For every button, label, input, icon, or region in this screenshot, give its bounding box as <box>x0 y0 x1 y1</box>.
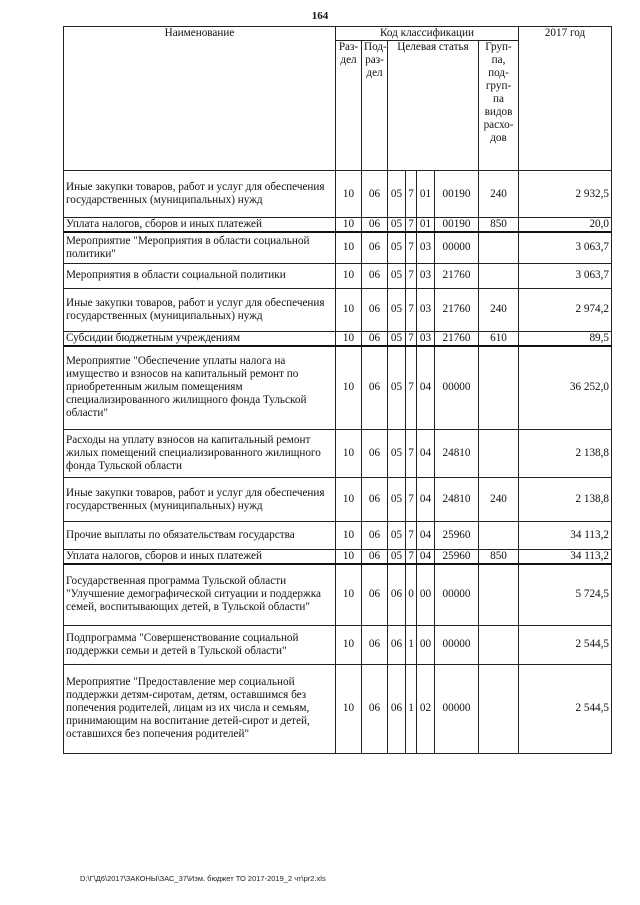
cell-c2: 7 <box>406 430 417 478</box>
cell-podrazdel: 06 <box>362 263 388 288</box>
cell-c1: 05 <box>388 346 406 430</box>
cell-razdel: 10 <box>336 430 362 478</box>
cell-c3: 03 <box>417 288 435 331</box>
cell-c2: 7 <box>406 331 417 346</box>
header-podrazdel: Под- раз- дел <box>362 41 388 171</box>
cell-vid: 240 <box>479 288 519 331</box>
cell-podrazdel: 06 <box>362 232 388 263</box>
cell-c4: 24810 <box>435 478 479 522</box>
table-row <box>64 171 612 218</box>
cell-c2: 7 <box>406 346 417 430</box>
table-row <box>64 550 612 565</box>
cell-c3: 04 <box>417 522 435 550</box>
cell-razdel: 10 <box>336 288 362 331</box>
cell-c2: 7 <box>406 550 417 565</box>
cell-name: Государственная программа Тульской области "Улучшение демографической ситуации и поддержка семей, воспитывающих детей, в Тульской области" <box>64 564 336 625</box>
cell-c4: 21760 <box>435 288 479 331</box>
cell-c2: 7 <box>406 232 417 263</box>
header-year: 2017 год <box>519 27 612 171</box>
cell-podrazdel: 06 <box>362 625 388 664</box>
cell-razdel: 10 <box>336 346 362 430</box>
cell-amount: 20,0 <box>519 218 612 233</box>
cell-vid <box>479 625 519 664</box>
cell-razdel: 10 <box>336 550 362 565</box>
cell-name: Уплата налогов, сборов и иных платежей <box>64 218 336 233</box>
cell-c3: 02 <box>417 664 435 753</box>
table-row <box>64 232 612 263</box>
cell-amount: 36 252,0 <box>519 346 612 430</box>
cell-amount: 2 974,2 <box>519 288 612 331</box>
cell-c3: 04 <box>417 346 435 430</box>
cell-podrazdel: 06 <box>362 564 388 625</box>
cell-c3: 04 <box>417 478 435 522</box>
cell-vid: 240 <box>479 171 519 218</box>
cell-c3: 03 <box>417 331 435 346</box>
cell-vid: 850 <box>479 550 519 565</box>
cell-c2: 7 <box>406 263 417 288</box>
cell-amount: 5 724,5 <box>519 564 612 625</box>
cell-razdel: 10 <box>336 232 362 263</box>
cell-amount: 2 138,8 <box>519 430 612 478</box>
cell-name: Мероприятие "Обеспечение уплаты налога на имущество и взносов на капитальный ремонт по приобретенным жилым помещениям специализированного жилищного фонда Тульской области" <box>64 346 336 430</box>
table-row <box>64 664 612 753</box>
cell-c3: 03 <box>417 232 435 263</box>
header-classification: Код классификации <box>336 27 519 41</box>
cell-c4: 21760 <box>435 331 479 346</box>
cell-c2: 7 <box>406 522 417 550</box>
cell-c2: 7 <box>406 478 417 522</box>
cell-podrazdel: 06 <box>362 171 388 218</box>
cell-name: Иные закупки товаров, работ и услуг для обеспечения государственных (муниципальных) нужд <box>64 288 336 331</box>
cell-c2: 7 <box>406 288 417 331</box>
cell-c2: 0 <box>406 564 417 625</box>
cell-vid <box>479 232 519 263</box>
cell-c1: 06 <box>388 564 406 625</box>
budget-table <box>63 26 612 754</box>
cell-amount: 2 932,5 <box>519 171 612 218</box>
cell-c1: 05 <box>388 232 406 263</box>
table-row <box>64 346 612 430</box>
table-body <box>64 171 612 754</box>
cell-c2: 1 <box>406 664 417 753</box>
cell-vid: 850 <box>479 218 519 233</box>
cell-name: Прочие выплаты по обязательствам государства <box>64 522 336 550</box>
cell-c3: 04 <box>417 430 435 478</box>
cell-c1: 05 <box>388 550 406 565</box>
cell-name: Субсидии бюджетным учреждениям <box>64 331 336 346</box>
cell-c2: 7 <box>406 218 417 233</box>
cell-podrazdel: 06 <box>362 346 388 430</box>
cell-amount: 2 544,5 <box>519 625 612 664</box>
cell-razdel: 10 <box>336 263 362 288</box>
cell-vid: 610 <box>479 331 519 346</box>
table-row <box>64 478 612 522</box>
cell-vid <box>479 263 519 288</box>
cell-amount: 2 544,5 <box>519 664 612 753</box>
page-number: 164 <box>311 10 329 22</box>
cell-c1: 06 <box>388 625 406 664</box>
cell-c1: 05 <box>388 478 406 522</box>
cell-c1: 05 <box>388 263 406 288</box>
cell-c4: 25960 <box>435 550 479 565</box>
cell-c1: 05 <box>388 288 406 331</box>
cell-c4: 00190 <box>435 218 479 233</box>
table-row <box>64 263 612 288</box>
cell-vid <box>479 664 519 753</box>
cell-vid <box>479 564 519 625</box>
cell-c3: 01 <box>417 171 435 218</box>
cell-vid <box>479 430 519 478</box>
cell-c4: 00190 <box>435 171 479 218</box>
table-row <box>64 288 612 331</box>
cell-podrazdel: 06 <box>362 430 388 478</box>
cell-amount: 3 063,7 <box>519 263 612 288</box>
cell-c4: 00000 <box>435 346 479 430</box>
cell-razdel: 10 <box>336 522 362 550</box>
cell-podrazdel: 06 <box>362 522 388 550</box>
cell-podrazdel: 06 <box>362 331 388 346</box>
cell-c4: 24810 <box>435 430 479 478</box>
cell-name: Подпрограмма "Совершенствование социальной поддержки семьи и детей в Тульской области" <box>64 625 336 664</box>
cell-amount: 2 138,8 <box>519 478 612 522</box>
cell-amount: 89,5 <box>519 331 612 346</box>
table-row <box>64 430 612 478</box>
cell-c4: 00000 <box>435 564 479 625</box>
cell-amount: 3 063,7 <box>519 232 612 263</box>
header-target-article: Целевая статья <box>388 41 479 171</box>
cell-podrazdel: 06 <box>362 218 388 233</box>
cell-c3: 00 <box>417 564 435 625</box>
cell-c1: 05 <box>388 331 406 346</box>
cell-name: Иные закупки товаров, работ и услуг для обеспечения государственных (муниципальных) нужд <box>64 478 336 522</box>
cell-c3: 04 <box>417 550 435 565</box>
header-razdel: Раз- дел <box>336 41 362 171</box>
cell-c3: 01 <box>417 218 435 233</box>
cell-podrazdel: 06 <box>362 478 388 522</box>
cell-c4: 00000 <box>435 625 479 664</box>
cell-podrazdel: 06 <box>362 664 388 753</box>
table-row <box>64 625 612 664</box>
cell-amount: 34 113,2 <box>519 522 612 550</box>
table-row <box>64 564 612 625</box>
cell-name: Уплата налогов, сборов и иных платежей <box>64 550 336 565</box>
cell-c2: 7 <box>406 171 417 218</box>
cell-name: Мероприятие "Мероприятия в области социальной политики" <box>64 232 336 263</box>
table-row <box>64 522 612 550</box>
cell-razdel: 10 <box>336 218 362 233</box>
cell-c1: 05 <box>388 171 406 218</box>
cell-name: Иные закупки товаров, работ и услуг для обеспечения государственных (муниципальных) нужд <box>64 171 336 218</box>
cell-razdel: 10 <box>336 331 362 346</box>
cell-podrazdel: 06 <box>362 288 388 331</box>
cell-c1: 05 <box>388 218 406 233</box>
cell-c2: 1 <box>406 625 417 664</box>
cell-c1: 06 <box>388 664 406 753</box>
cell-vid <box>479 522 519 550</box>
cell-podrazdel: 06 <box>362 550 388 565</box>
table-row <box>64 331 612 346</box>
table-row <box>64 218 612 233</box>
file-path-footer: D:\Г\Д6\2017\ЗАКОНЫ\ЗАС_37\Изм. бюджет ТО 2017-2019_2 чт\pr2.xls <box>80 874 326 883</box>
cell-vid: 240 <box>479 478 519 522</box>
table-header <box>64 27 612 171</box>
cell-razdel: 10 <box>336 171 362 218</box>
cell-name: Расходы на уплату взносов на капитальный ремонт жилых помещений специализированного жилищного фонда Тульской области <box>64 430 336 478</box>
cell-c1: 05 <box>388 522 406 550</box>
header-name: Наименование <box>64 27 336 171</box>
cell-c4: 21760 <box>435 263 479 288</box>
cell-razdel: 10 <box>336 478 362 522</box>
cell-razdel: 10 <box>336 664 362 753</box>
cell-c3: 00 <box>417 625 435 664</box>
cell-razdel: 10 <box>336 625 362 664</box>
cell-razdel: 10 <box>336 564 362 625</box>
cell-name: Мероприятия в области социальной политики <box>64 263 336 288</box>
header-expense-group: Груп- па, под- груп- па видов расхо- дов <box>479 41 519 171</box>
cell-c4: 00000 <box>435 232 479 263</box>
cell-name: Мероприятие "Предоставление мер социальной поддержки детям-сиротам, детям, оставшимся без попечения родителей, лицам из их числа и семьям, принимающим на воспитание детей-сирот и детей, оставшихся без попечения родителей" <box>64 664 336 753</box>
cell-c4: 25960 <box>435 522 479 550</box>
cell-c4: 00000 <box>435 664 479 753</box>
cell-c3: 03 <box>417 263 435 288</box>
cell-vid <box>479 346 519 430</box>
cell-c1: 05 <box>388 430 406 478</box>
cell-amount: 34 113,2 <box>519 550 612 565</box>
